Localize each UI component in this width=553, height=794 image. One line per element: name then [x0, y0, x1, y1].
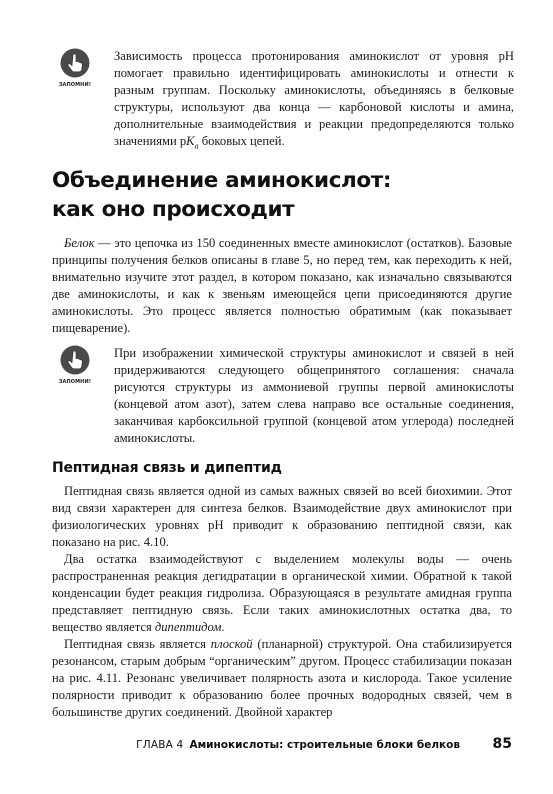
chapter-title: Аминокислоты: строительные блоки белков	[189, 739, 460, 751]
subsection-body	[52, 483, 512, 721]
section-title: Объединение аминокислот: как оно происходит	[52, 168, 392, 222]
remember-label: ЗАПОМНИ!	[58, 379, 92, 385]
remember-note-2-text: При изображении химической структуры аминокислот и связей в ней придерживаются следующего общепринятого соглашения: сначала рисуются структуры из аммониевой группы первой аминокислоты (концевой атом азот), затем слева направо все остальные соединения, заканчивая карбоксильной группой (концевой атом углерода) последней аминокислоты.	[114, 346, 514, 445]
subsection-title: Пептидная связь и дипептид	[52, 460, 282, 476]
remember-label: ЗАПОМНИ!	[58, 82, 92, 88]
remember-note-2	[52, 345, 512, 445]
section-intro: Белок — это цепочка из 150 соединенных вместе аминокислот (остатков). Базовые принципы получения белков описаны в главе 5, но перед тем, как переходить к ней, внимательно изучите этот раздел, в котором показано, как изначально связываются две аминокислоты, и как к звеньям имеющейся цепи присоединяются другие аминокислоты. Это процесс является полностью обратимым (как показывает пищеварение).	[52, 236, 512, 335]
remember-note-1	[52, 48, 512, 150]
remember-note-1-text: Зависимость процесса протонирования аминокислот от уровня pH помогает правильно идентифицировать аминокислоты и отнести к разным группам. Поскольку аминокислоты, объединяясь в белковые структуры, используют два конца — карбоновой кислоты и амина, дополнительные взаимодействия и реакции предопределяются только значениями $pK_a$ боковых цепей.	[114, 49, 514, 151]
chapter-number: ГЛАВА 4	[136, 739, 184, 751]
page-number: 85	[492, 736, 512, 752]
pointing-hand-icon	[60, 345, 90, 375]
paragraph: Два остатка взаимодействуют с выделением молекулы воды — очень распространенная реакция дегидратации в органической химии. Обратной к такой конденсации будет реакция гидролиза. Образующаяся в результате амидная группа представляет пептидную связь. Если таких аминокислотных остатка два, то вещество является дипептидом.	[52, 552, 512, 634]
paragraph: Пептидная связь является плоской (планарной) структурой. Она стабилизируется резонансом, старым добрым “органическим” другом. Процесс стабилизации показан на рис. 4.11. Резонанс увеличивает полярность азота и кислорода. Такое усиление полярности приводит к образованию более прочных водородных связей, чем в большинстве других соединений. Двойной характер	[52, 637, 512, 719]
running-footer	[136, 739, 460, 751]
pointing-hand-icon	[60, 48, 90, 78]
remember-badge	[52, 345, 98, 385]
page-footer	[52, 737, 512, 753]
paragraph: Пептидная связь является одной из самых важных связей во всей биохимии. Этот вид связи характерен для синтеза белков. Взаимодействие двух аминокислот при физиологических уровнях pH приводит к образованию пептидной связи, как показано на рис. 4.10.	[52, 484, 512, 549]
remember-badge	[52, 48, 98, 88]
